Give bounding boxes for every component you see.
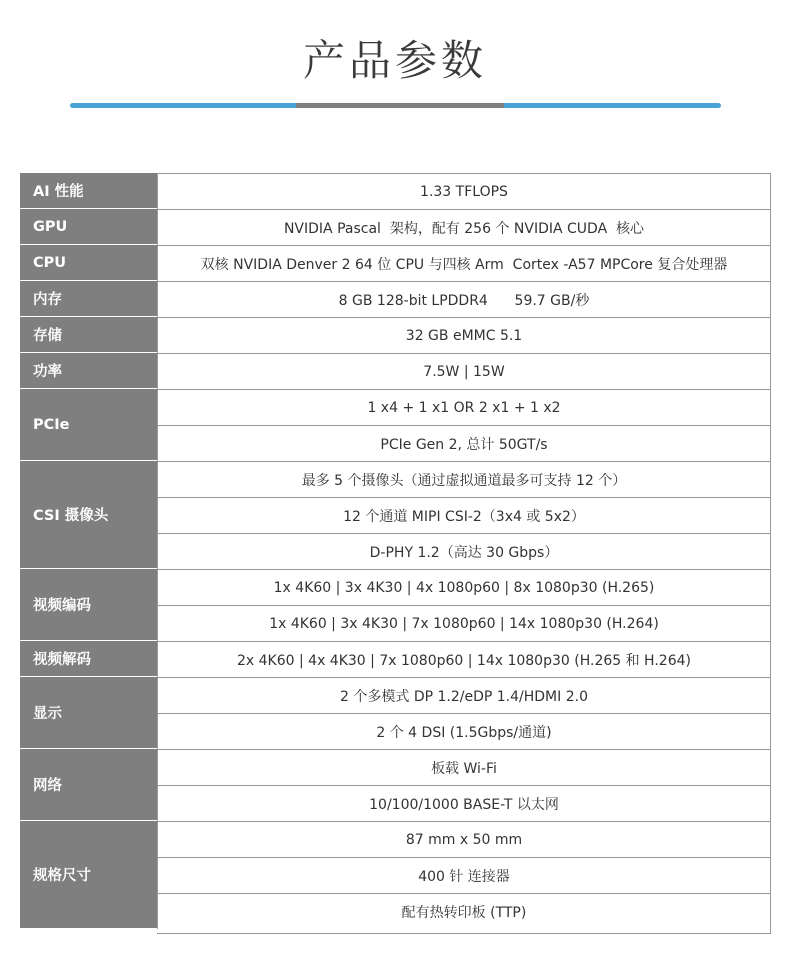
spec-label: 视频编码 bbox=[20, 569, 157, 641]
spec-label: 功率 bbox=[20, 353, 157, 389]
spec-label: 内存 bbox=[20, 281, 157, 317]
spec-value: PCIe Gen 2, 总计 50GT/s bbox=[157, 425, 770, 461]
spec-label: GPU bbox=[20, 209, 157, 245]
spec-value: 1x 4K60 | 3x 4K30 | 7x 1080p60 | 14x 1080p30 (H.264) bbox=[157, 605, 770, 641]
spec-value: 10/100/1000 BASE-T 以太网 bbox=[157, 785, 770, 821]
spec-value: 2 个 4 DSI (1.5Gbps/通道) bbox=[157, 713, 770, 749]
title-underline-left bbox=[70, 103, 296, 108]
spec-label: 规格尺寸 bbox=[20, 821, 157, 929]
spec-value: NVIDIA Pascal 架构，配有 256 个 NVIDIA CUDA 核心 bbox=[157, 209, 770, 245]
page-title: 产品参数 bbox=[302, 36, 487, 85]
title-underline-middle bbox=[296, 103, 504, 108]
spec-label: 存储 bbox=[20, 317, 157, 353]
spec-label: CSI 摄像头 bbox=[20, 461, 157, 569]
spec-labels-column bbox=[20, 173, 157, 934]
spec-value: 400 针 连接器 bbox=[157, 857, 770, 893]
spec-value: 双核 NVIDIA Denver 2 64 位 CPU 与四核 Arm Cortex -A57 MPCore 复合处理器 bbox=[157, 245, 770, 281]
spec-table bbox=[20, 173, 771, 934]
spec-value: 7.5W | 15W bbox=[157, 353, 770, 389]
spec-value: 板载 Wi-Fi bbox=[157, 749, 770, 785]
spec-value: 1x 4K60 | 3x 4K30 | 4x 1080p60 | 8x 1080p30 (H.265) bbox=[157, 569, 770, 605]
spec-label: CPU bbox=[20, 245, 157, 281]
spec-value: 8 GB 128-bit LPDDR4 59.7 GB/秒 bbox=[157, 281, 770, 317]
spec-value: 1.33 TFLOPS bbox=[157, 173, 770, 209]
spec-value: 1 x4 + 1 x1 OR 2 x1 + 1 x2 bbox=[157, 389, 770, 425]
spec-value: D-PHY 1.2（高达 30 Gbps） bbox=[157, 533, 770, 569]
spec-label: AI 性能 bbox=[20, 173, 157, 209]
spec-value: 87 mm x 50 mm bbox=[157, 821, 770, 857]
spec-label: PCIe bbox=[20, 389, 157, 461]
spec-value: 2 个多模式 DP 1.2/eDP 1.4/HDMI 2.0 bbox=[157, 677, 770, 713]
title-underline-right bbox=[504, 103, 721, 108]
spec-label: 视频解码 bbox=[20, 641, 157, 677]
spec-value: 12 个通道 MIPI CSI-2（3x4 或 5x2） bbox=[157, 497, 770, 533]
spec-values-column bbox=[157, 173, 771, 934]
spec-value: 最多 5 个摄像头（通过虚拟通道最多可支持 12 个） bbox=[157, 461, 770, 497]
spec-label: 显示 bbox=[20, 677, 157, 749]
spec-value: 配有热转印板 (TTP) bbox=[157, 893, 770, 929]
spec-label: 网络 bbox=[20, 749, 157, 821]
spec-value: 32 GB eMMC 5.1 bbox=[157, 317, 770, 353]
spec-value: 2x 4K60 | 4x 4K30 | 7x 1080p60 | 14x 1080p30 (H.265 和 H.264) bbox=[157, 641, 770, 677]
